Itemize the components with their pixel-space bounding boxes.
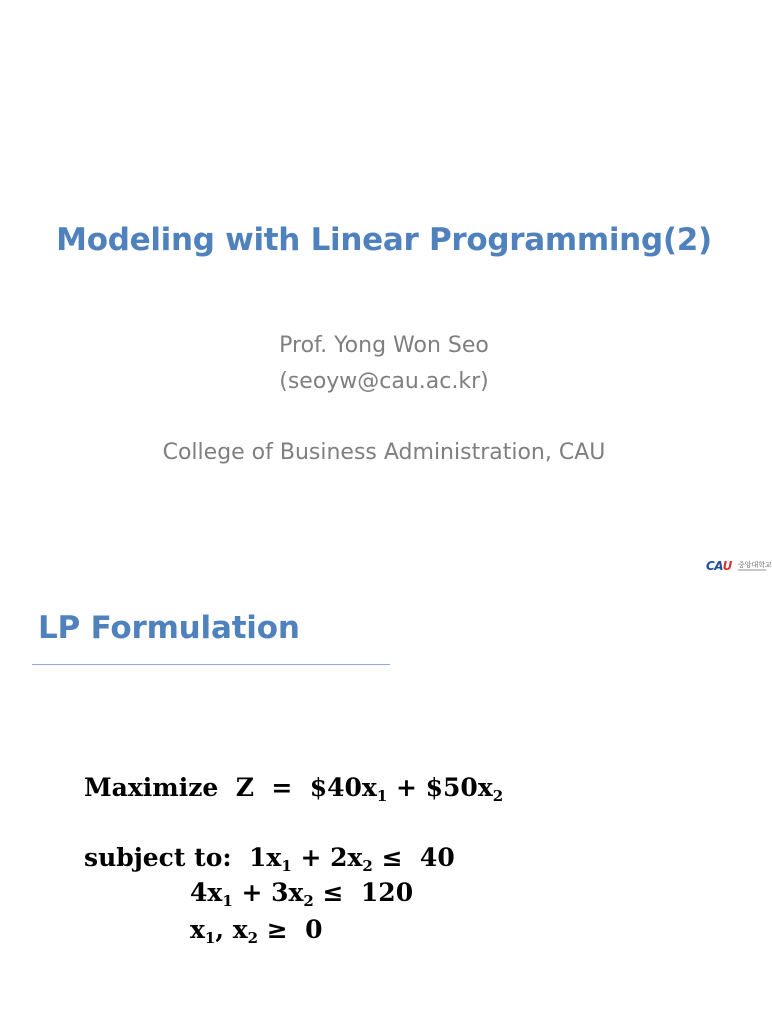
objective-function: Maximize $Z = \$40x_1$ + $\$50x_2$ <box>84 773 504 805</box>
author-name: Prof. Yong Won Seo <box>279 333 489 358</box>
constraint-2: $4x_1 + 3x_2 \le 120$ <box>190 878 414 910</box>
affiliation: College of Business Administration, CAU <box>162 440 606 465</box>
heading-underline <box>32 664 390 665</box>
cau-logo-mark: CAU <box>706 559 732 573</box>
university-logo <box>706 559 772 577</box>
logo-subtext-line <box>738 569 766 571</box>
logo-university-name: 중앙대학교 <box>738 561 772 569</box>
constraint-1: subject to: $1x_1 + 2x_2 \le 40$ <box>84 843 455 875</box>
formulation-slide <box>0 588 768 1024</box>
slide-title: Modeling with Linear Programming(2) <box>56 222 712 258</box>
author-email: (seoyw@cau.ac.kr) <box>279 369 489 394</box>
non-negativity-constraint: $x_1$, $x_2 \ge 0$ <box>190 915 323 947</box>
slide-heading: LP Formulation <box>38 610 300 646</box>
